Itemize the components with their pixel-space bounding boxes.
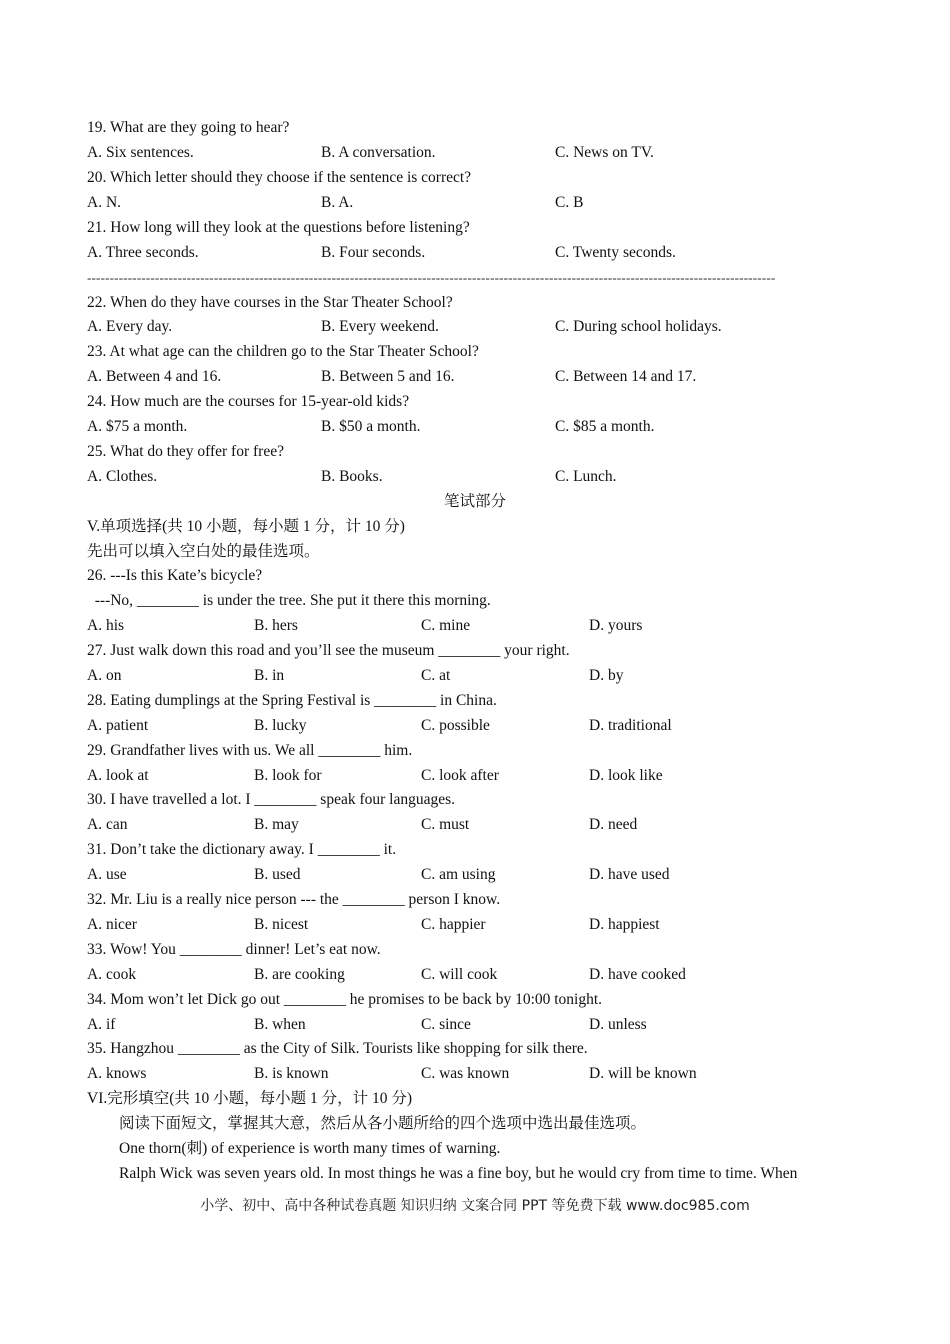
question-33-option-d: D. have cooked — [589, 966, 686, 983]
question-31-option-c: C. am using — [421, 866, 496, 883]
question-24-option-a: A. $75 a month. — [87, 418, 188, 435]
question-32-option-a: A. nicer — [87, 916, 137, 933]
question-30-option-d: D. need — [589, 816, 638, 833]
question-19-option-c: C. News on TV. — [555, 144, 654, 161]
question-33-option-c: C. will cook — [421, 966, 498, 983]
question-30-option-b: B. may — [254, 816, 299, 833]
question-26-option-d: D. yours — [589, 617, 643, 634]
question-19-option-b: B. A conversation. — [321, 144, 436, 161]
question-29-option-a: A. look at — [87, 767, 149, 784]
question-35-option-c: C. was known — [421, 1065, 510, 1082]
question-25-option-b: B. Books. — [321, 468, 383, 485]
passage-paragraph-1: One thorn(刺) of experience is worth many times of warning. — [119, 1140, 501, 1157]
question-35-option-d: D. will be known — [589, 1065, 697, 1082]
question-35-option-a: A. knows — [87, 1065, 147, 1082]
question-27-stem: 27. Just walk down this road and you’ll see the museum ________ your right. — [87, 642, 570, 659]
question-20-option-a: A. N. — [87, 194, 122, 211]
question-31-option-a: A. use — [87, 866, 127, 883]
question-29-option-c: C. look after — [421, 767, 499, 784]
question-23-option-c: C. Between 14 and 17. — [555, 368, 697, 385]
question-28-option-d: D. traditional — [589, 717, 672, 734]
passage-paragraph-2: Ralph Wick was seven years old. In most things he was a fine boy, but he would cry from time to time. When — [119, 1165, 798, 1182]
question-22-option-c: C. During school holidays. — [555, 318, 722, 335]
question-28-option-b: B. lucky — [254, 717, 307, 734]
written-part-heading: 笔试部分 — [443, 493, 506, 510]
question-20-option-b: B. A. — [321, 194, 354, 211]
question-30-stem: 30. I have travelled a lot. I ________ speak four languages. — [87, 791, 456, 808]
question-34-stem: 34. Mom won’t let Dick go out ________ he promises to be back by 10:00 tonight. — [87, 991, 603, 1008]
question-27-option-c: C. at — [421, 667, 451, 684]
question-32-stem: 32. Mr. Liu is a really nice person --- the ________ person I know. — [87, 891, 501, 908]
section-6-title: VI.完形填空(共 10 小题，每小题 1 分，计 10 分) — [87, 1090, 413, 1107]
question-20-stem: 20. Which letter should they choose if the sentence is correct? — [87, 169, 472, 186]
question-19-stem: 19. What are they going to hear? — [87, 119, 290, 136]
page-footer: 小学、初中、高中各种试卷真题 知识归纳 文案合同 PPT 等免费下载 www.doc985.com — [200, 1198, 750, 1214]
question-22-stem: 22. When do they have courses in the Star Theater School? — [87, 294, 453, 311]
question-31-option-b: B. used — [254, 866, 301, 883]
question-34-option-b: B. when — [254, 1016, 306, 1033]
question-34-option-d: D. unless — [589, 1016, 647, 1033]
question-34-option-c: C. since — [421, 1016, 471, 1033]
question-35-option-b: B. is known — [254, 1065, 329, 1082]
question-22-option-b: B. Every weekend. — [321, 318, 439, 335]
question-21-option-a: A. Three seconds. — [87, 244, 199, 261]
question-21-option-b: B. Four seconds. — [321, 244, 426, 261]
question-32-option-d: D. happiest — [589, 916, 660, 933]
question-23-option-a: A. Between 4 and 16. — [87, 368, 222, 385]
question-28-option-a: A. patient — [87, 717, 149, 734]
question-26-option-b: B. hers — [254, 617, 298, 634]
question-24-option-b: B. $50 a month. — [321, 418, 421, 435]
question-23-option-b: B. Between 5 and 16. — [321, 368, 455, 385]
question-27-option-a: A. on — [87, 667, 122, 684]
question-30-option-a: A. can — [87, 816, 128, 833]
question-31-option-d: D. have used — [589, 866, 670, 883]
question-23-stem: 23. At what age can the children go to the Star Theater School? — [87, 343, 479, 360]
question-20-option-c: C. B — [555, 194, 584, 211]
question-21-option-c: C. Twenty seconds. — [555, 244, 676, 261]
question-25-stem: 25. What do they offer for free? — [87, 443, 284, 460]
question-26-option-a: A. his — [87, 617, 125, 634]
question-26-stem: 26. ---Is this Kate’s bicycle? — [87, 567, 263, 584]
question-33-option-b: B. are cooking — [254, 966, 345, 983]
question-34-option-a: A. if — [87, 1016, 116, 1033]
section-5-title: V.单项选择(共 10 小题，每小题 1 分，计 10 分) — [87, 518, 405, 535]
question-25-option-a: A. Clothes. — [87, 468, 158, 485]
question-27-option-d: D. by — [589, 667, 624, 684]
question-22-option-a: A. Every day. — [87, 318, 173, 335]
section-5-instruction: 先出可以填入空白处的最佳选项。 — [87, 543, 320, 560]
question-31-stem: 31. Don’t take the dictionary away. I ________ it. — [87, 841, 397, 858]
question-29-stem: 29. Grandfather lives with us. We all ________ him. — [87, 742, 413, 759]
question-29-option-b: B. look for — [254, 767, 322, 784]
dashed-separator: -------------------------------------------------------------------------------------------------------------------------------------------------------- — [87, 270, 776, 285]
question-33-stem: 33. Wow! You ________ dinner! Let’s eat now. — [87, 941, 381, 958]
question-30-option-c: C. must — [421, 816, 470, 833]
question-28-option-c: C. possible — [421, 717, 490, 734]
question-26-option-c: C. mine — [421, 617, 471, 634]
question-29-option-d: D. look like — [589, 767, 663, 784]
question-24-stem: 24. How much are the courses for 15-year-old kids? — [87, 393, 410, 410]
question-21-stem: 21. How long will they look at the questions before listening? — [87, 219, 470, 236]
question-19-option-a: A. Six sentences. — [87, 144, 194, 161]
question-35-stem: 35. Hangzhou ________ as the City of Silk. Tourists like shopping for silk there. — [87, 1040, 588, 1057]
question-24-option-c: C. $85 a month. — [555, 418, 655, 435]
question-32-option-c: C. happier — [421, 916, 486, 933]
section-6-instruction: 阅读下面短文，掌握其大意，然后从各小题所给的四个选项中选出最佳选项。 — [119, 1115, 647, 1132]
question-28-stem: 28. Eating dumplings at the Spring Festival is ________ in China. — [87, 692, 497, 709]
question-25-option-c: C. Lunch. — [555, 468, 617, 485]
question-32-option-b: B. nicest — [254, 916, 309, 933]
question-33-option-a: A. cook — [87, 966, 137, 983]
question-27-option-b: B. in — [254, 667, 285, 684]
question-26-stem-line2: ---No, ________ is under the tree. She put it there this morning. — [87, 592, 491, 609]
